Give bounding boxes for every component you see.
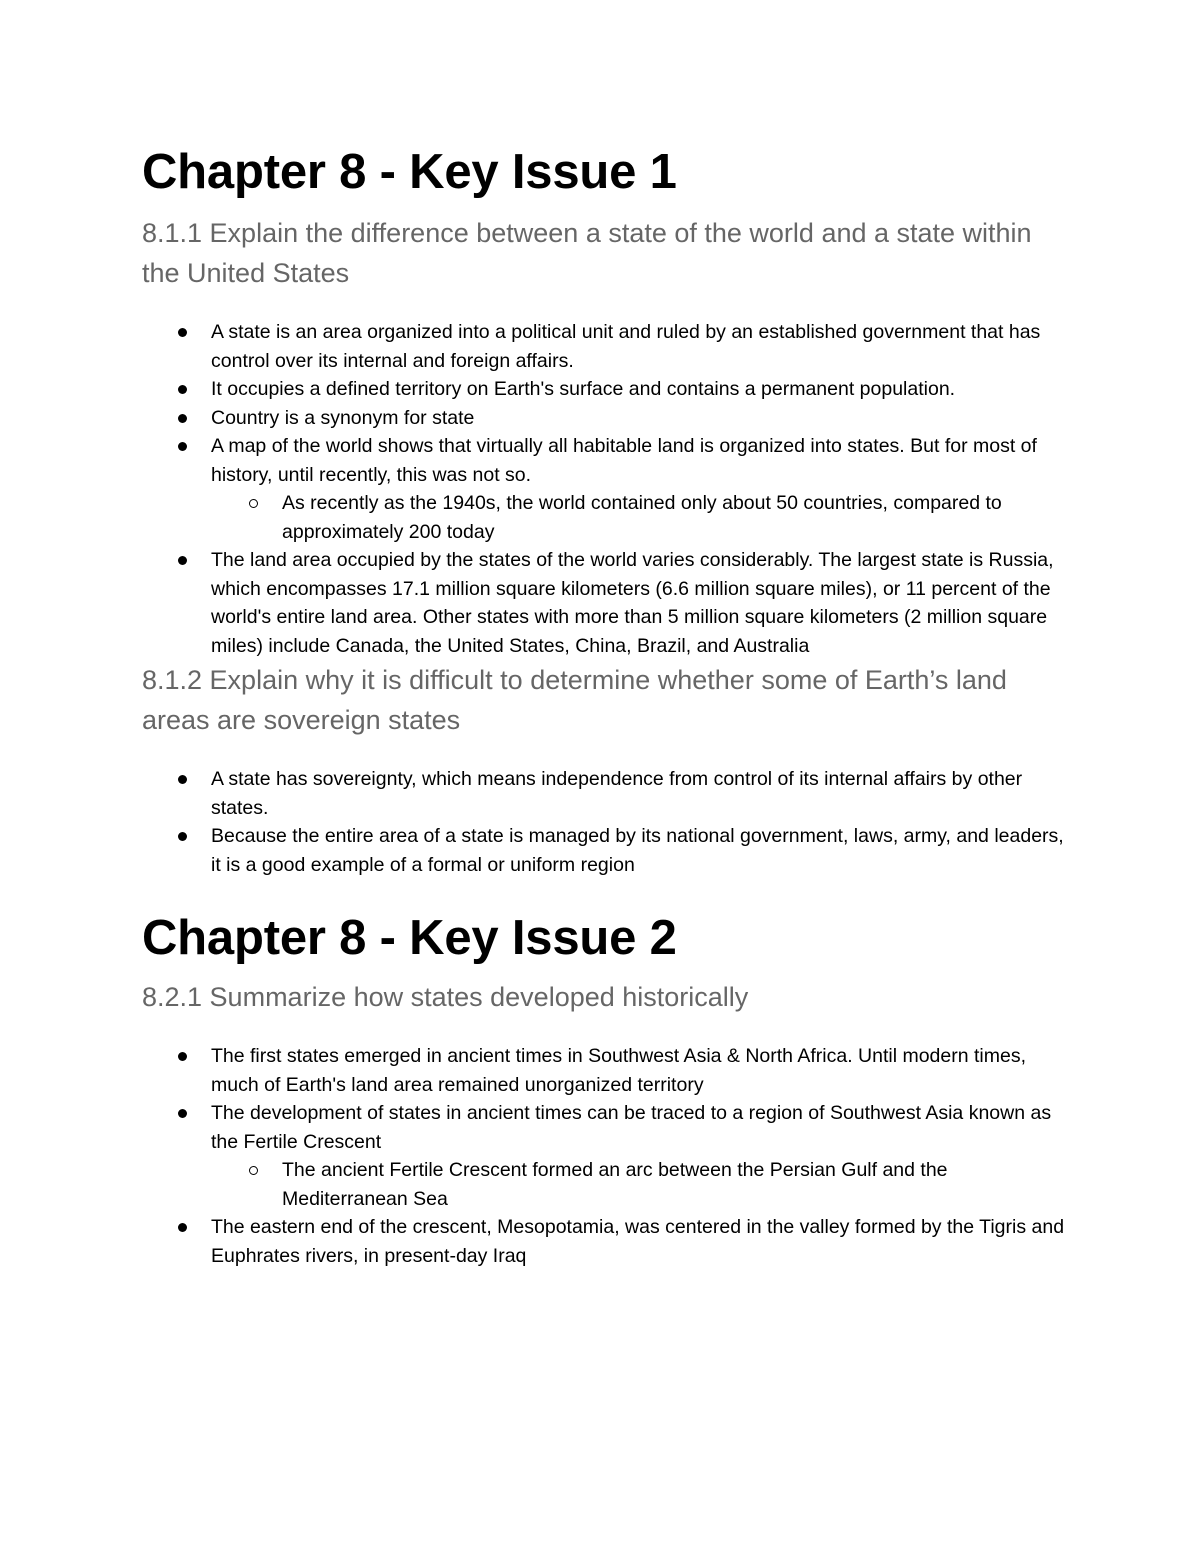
bullet-list-8-1-2 bbox=[142, 765, 1072, 879]
list-item-text: The first states emerged in ancient times in Southwest Asia & North Africa. Until modern times, much of Earth's land area remained unorganized territory bbox=[211, 1045, 1027, 1096]
bullet-dot-icon bbox=[178, 1223, 187, 1232]
document-page bbox=[142, 0, 1072, 1270]
list-item-text: The land area occupied by the states of the world varies considerably. The largest state is Russia, which encompasses 17.1 million square kilometers (6.6 million square miles), or 11 percent of the world's entire land area. Other states with more than 5 million square kilometers (2 million square miles) include Canada, the United States, China, Brazil, and Australia bbox=[211, 549, 1054, 657]
section-heading-8-2-1: 8.2.1 Summarize how states developed historically bbox=[142, 982, 749, 1012]
chapter-heading-key-issue-1: Chapter 8 - Key Issue 1 bbox=[142, 145, 677, 199]
bullet-dot-icon bbox=[178, 1052, 187, 1061]
list-item bbox=[142, 375, 1072, 404]
list-item bbox=[142, 432, 1072, 546]
list-item bbox=[142, 404, 1072, 433]
bullet-dot-icon bbox=[178, 832, 187, 841]
list-item-text: The development of states in ancient times can be traced to a region of Southwest Asia known as the Fertile Crescent bbox=[211, 1102, 1052, 1153]
bullet-dot-icon bbox=[178, 328, 187, 337]
sub-list bbox=[211, 489, 1072, 546]
bullet-dot-icon bbox=[178, 385, 187, 394]
list-item bbox=[142, 1099, 1072, 1213]
sub-list-item bbox=[211, 489, 1072, 546]
bullet-dot-icon bbox=[178, 775, 187, 784]
list-item-text: Because the entire area of a state is managed by its national government, laws, army, and leaders, it is a good example of a formal or uniform region bbox=[211, 825, 1064, 876]
sub-list-item-text: The ancient Fertile Crescent formed an arc between the Persian Gulf and the Mediterranean Sea bbox=[282, 1159, 948, 1210]
list-item-text: A map of the world shows that virtually all habitable land is organized into states. But for most of history, until recently, this was not so. bbox=[211, 435, 1037, 486]
bullet-dot-icon bbox=[178, 414, 187, 423]
chapter-heading-key-issue-2: Chapter 8 - Key Issue 2 bbox=[142, 911, 677, 965]
list-item bbox=[142, 765, 1072, 822]
sub-list bbox=[211, 1156, 1072, 1213]
bullet-list-8-1-1 bbox=[142, 318, 1072, 660]
bullet-dot-icon bbox=[178, 442, 187, 451]
list-item-text: It occupies a defined territory on Earth's surface and contains a permanent population. bbox=[211, 378, 956, 400]
bullet-dot-icon bbox=[178, 1109, 187, 1118]
list-item-text: Country is a synonym for state bbox=[211, 406, 475, 429]
list-item-text: The eastern end of the crescent, Mesopotamia, was centered in the valley formed by the Tigris and Euphrates rivers, in present-day Iraq bbox=[211, 1216, 1065, 1267]
list-item bbox=[142, 1213, 1072, 1270]
sub-list-item-text: As recently as the 1940s, the world contained only about 50 countries, compared to approximately 200 today bbox=[282, 492, 1002, 543]
list-item bbox=[142, 822, 1072, 879]
hollow-circle-bullet-icon bbox=[249, 499, 258, 508]
list-item-text: A state has sovereignty, which means independence from control of its internal affairs by other states. bbox=[211, 768, 1023, 819]
list-item bbox=[142, 546, 1072, 660]
bullet-list-8-2-1 bbox=[142, 1042, 1072, 1270]
hollow-circle-bullet-icon bbox=[249, 1166, 258, 1175]
list-item bbox=[142, 1042, 1072, 1099]
section-heading-8-1-1: 8.1.1 Explain the difference between a state of the world and a state within the United States bbox=[142, 218, 1032, 288]
bullet-dot-icon bbox=[178, 556, 187, 565]
section-heading-8-1-2: 8.1.2 Explain why it is difficult to determine whether some of Earth’s land areas are sovereign states bbox=[142, 665, 1007, 735]
list-item bbox=[142, 318, 1072, 375]
sub-list-item bbox=[211, 1156, 1072, 1213]
list-item-text: A state is an area organized into a political unit and ruled by an established government that has control over its internal and foreign affairs. bbox=[211, 321, 1041, 372]
